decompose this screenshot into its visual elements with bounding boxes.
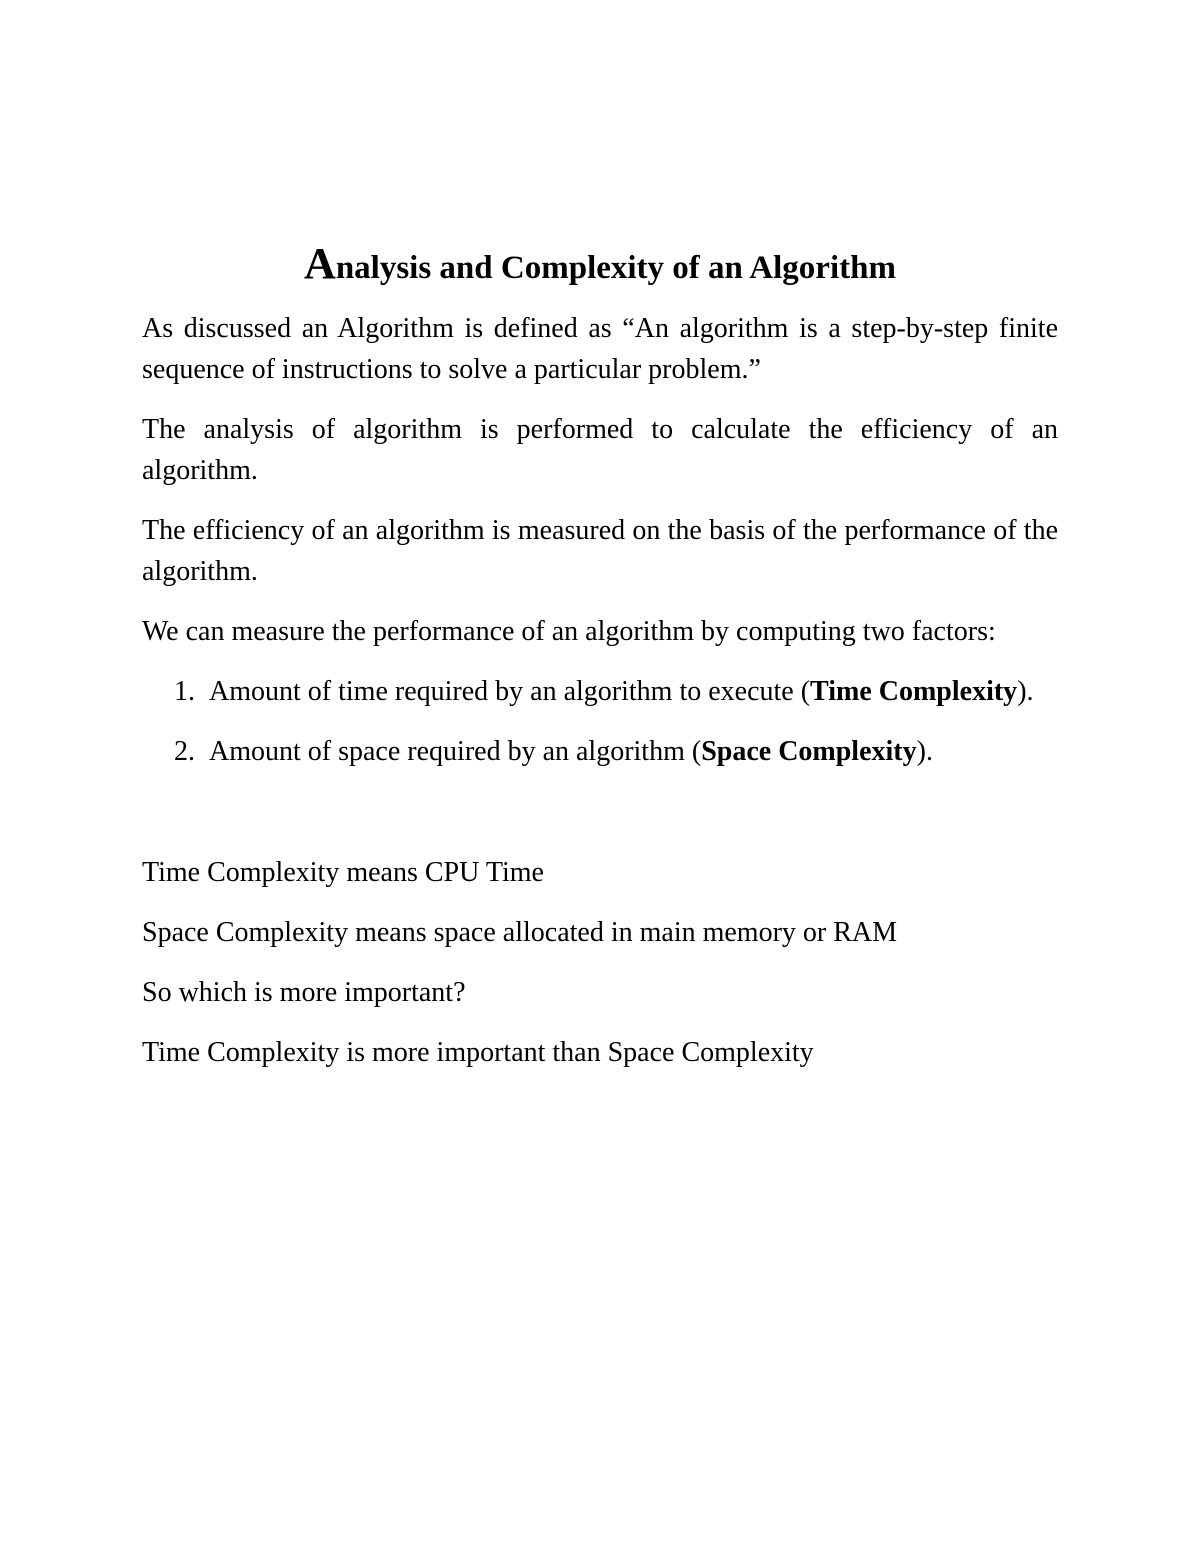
page-title [142,238,1058,294]
factors-list [142,671,1058,772]
title-text: nalysis and Complexity of an Algorithm [335,250,896,286]
list-item-number: 2. [174,736,195,767]
paragraph-analysis: The analysis of algorithm is performed to calculate the efficiency of an algorithm. [142,414,1058,486]
paragraph-efficiency: The efficiency of an algorithm is measured on the basis of the performance of the algorithm. [142,515,1058,587]
note-space-complexity: Space Complexity means space allocated in main memory or RAM [142,917,898,948]
title-initial: A [304,239,336,288]
note-question: So which is more important? [142,977,466,1008]
list-item-number: 1. [174,676,195,707]
list-item [142,671,1058,712]
spacer [142,791,1058,852]
list-item [142,731,1058,772]
note-conclusion: Time Complexity is more important than Space Complexity [142,1037,814,1068]
list-item-bold: Time Complexity [810,676,1018,707]
note-time-complexity: Time Complexity means CPU Time [142,857,544,888]
paragraph-definition: As discussed an Algorithm is defined as “An algorithm is a step-by-step finite sequence of instructions to solve a particular problem.” [142,313,1058,385]
document-body [142,238,1058,1092]
list-item-bold: Space Complexity [701,736,917,767]
paragraph-performance: We can measure the performance of an algorithm by computing two factors: [142,616,996,647]
list-item-text: Amount of time required by an algorithm to execute ( [209,676,811,707]
list-item-text: Amount of space required by an algorithm ( [209,736,702,767]
list-item-after: ). [916,736,933,767]
list-item-after: ). [1017,676,1034,707]
